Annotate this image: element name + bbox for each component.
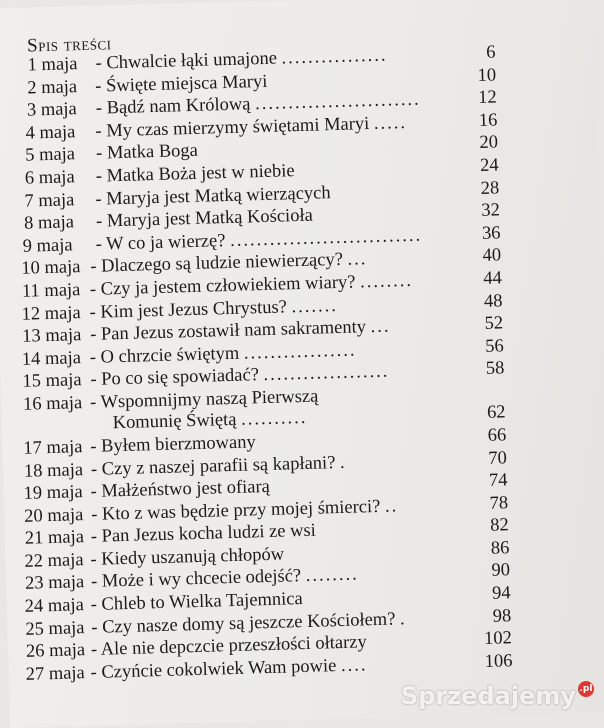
- toc-day: 24 maja: [24, 595, 85, 617]
- toc-title-text: - O chrzcie świętym: [89, 343, 240, 368]
- toc-day: 22 maja: [24, 550, 84, 572]
- toc-page-number: 78: [489, 492, 509, 514]
- toc-page-number: 86: [490, 538, 510, 559]
- watermark-logo: [401, 682, 594, 710]
- toc-leader: ........: [305, 564, 360, 587]
- toc-page-number: 52: [484, 313, 504, 335]
- toc-day: 13 maja: [21, 325, 82, 347]
- toc-page-number: 94: [491, 583, 511, 604]
- toc-title-text: - Czy z naszej parafii są kapłani?: [90, 452, 336, 480]
- toc-page-number: 10: [477, 65, 497, 86]
- toc-page-number: 12: [477, 87, 498, 109]
- toc-leader: ..: [384, 496, 399, 517]
- toc-leader: .....: [373, 112, 408, 134]
- toc-page-number: 40: [482, 245, 502, 267]
- toc-title-text: - Kiedy uszanują chłopów: [90, 544, 285, 570]
- toc-day: 14 maja: [21, 347, 82, 370]
- toc-page-number: 44: [483, 268, 503, 289]
- toc-day: 23 maja: [24, 572, 85, 595]
- watermark-badge: .pl: [578, 681, 594, 697]
- toc-title: [90, 432, 256, 458]
- toc-page-number: 58: [485, 358, 505, 380]
- toc-title-text: - Chwalcie łąki umajone: [95, 48, 278, 74]
- toc-title-text: - Kto z was będzie przy mojej śmierci?: [90, 496, 381, 525]
- toc-page-number: 74: [488, 470, 508, 491]
- watermark-text: Sprzedajemy: [400, 682, 576, 710]
- toc-page-number: 70: [488, 447, 508, 469]
- toc-title-text: - Kim jest Jezus Chrystus?: [89, 296, 288, 323]
- toc-day: 6 maja: [24, 167, 75, 189]
- toc-page-number: 36: [481, 223, 501, 244]
- toc-title: [96, 141, 198, 165]
- toc-leader: ....: [340, 655, 368, 676]
- toc-page-number: 16: [478, 110, 498, 131]
- toc-title-text: - My czas mierzymy świętami Maryi: [95, 113, 370, 142]
- toc-leader: .: [399, 608, 407, 630]
- toc-day: 8 maja: [23, 212, 75, 234]
- toc-day: 21 maja: [24, 527, 85, 550]
- toc-leader: ........: [359, 270, 414, 293]
- toc-title-text: - Małżeństwo jest ofiarą: [90, 477, 271, 503]
- toc-title-text: - Czyńcie cokolwiek Wam powie: [90, 656, 337, 683]
- toc-title-text: - Czy nasze domy są jeszcze Kościołem?: [91, 609, 396, 638]
- toc-title-text: - Pan Jezus kocha ludzi ze wsi: [90, 520, 317, 548]
- toc-page-number: 56: [484, 336, 504, 357]
- toc-day: 7 maja: [24, 189, 75, 212]
- toc-page-number: 90: [491, 560, 511, 582]
- toc-day: 19 maja: [23, 482, 83, 504]
- toc-page-number: 106: [484, 651, 513, 672]
- toc-title-text: - Matka Boża jest w niebie: [95, 161, 295, 187]
- toc-day: 15 maja: [22, 370, 82, 393]
- toc-title-text: - Dlaczego są ludzie niewierzący?: [90, 250, 344, 278]
- toc-day: 1 maja: [27, 54, 78, 76]
- toc-title-text: - Po co się spowiadać?: [90, 365, 260, 391]
- toc-title-text: - Ale nie depczcie przeszłości ołtarzy: [90, 632, 368, 661]
- toc-page-number: 82: [489, 515, 509, 537]
- toc-page-number: 102: [483, 628, 513, 650]
- toc-title-text: - Bądź nam Królową: [95, 94, 251, 119]
- toc-leader: ...: [347, 249, 368, 271]
- toc-title-text: - Czy ja jestem człowiekiem wiary?: [89, 272, 356, 300]
- toc-day: 16 maja: [22, 393, 83, 415]
- toc-leader: ...: [370, 316, 391, 338]
- toc-leader: .............................: [229, 225, 423, 251]
- toc-title-text: - Chleb to Wielka Tajemnica: [90, 589, 303, 616]
- toc-day: 10 maja: [21, 257, 81, 280]
- toc-title: [90, 477, 270, 503]
- toc-day: 4 maja: [25, 122, 76, 144]
- toc-leader: .................: [243, 340, 357, 364]
- toc-day: 27 maja: [25, 663, 86, 685]
- toc-title: [95, 71, 268, 97]
- toc-title-text: - Pan Jezus zostawił nam sakramenty: [89, 317, 367, 346]
- toc-page-number: 48: [483, 290, 503, 312]
- page-heading: Spis treści: [26, 33, 112, 57]
- toc-page-number: 32: [481, 200, 501, 222]
- toc-leader: .........................: [254, 89, 421, 115]
- toc-page-number: 6: [485, 42, 496, 63]
- toc-title-text: - Może i wy chcecie odejść?: [90, 566, 302, 593]
- toc-page-number: 66: [487, 425, 507, 446]
- toc-day: 26 maja: [25, 640, 86, 663]
- toc-page-number: 62: [486, 402, 506, 423]
- toc-title-text: - Święte miejsca Maryi: [94, 71, 268, 97]
- toc-leader: ................: [281, 45, 388, 69]
- toc-title-line2: [112, 408, 307, 434]
- toc-title-text: - Maryja jest Matką wierzących: [95, 182, 331, 210]
- toc-day: 17 maja: [23, 437, 83, 459]
- toc-page-number: 24: [479, 155, 499, 176]
- toc-title-text: - Matka Boga: [95, 141, 199, 165]
- toc-leader: ..........: [240, 407, 308, 430]
- toc-title-text: - W co ja wierzę?: [95, 230, 226, 255]
- toc-title: - Wspomnijmy naszą Pierwszą: [89, 386, 319, 413]
- table-of-contents: [0, 40, 604, 688]
- toc-day: 11 maja: [21, 280, 81, 302]
- toc-page-number: 28: [480, 177, 500, 199]
- toc-day: 20 maja: [23, 504, 84, 527]
- toc-day: 9 maja: [22, 235, 73, 257]
- toc-leader: .: [339, 452, 347, 473]
- toc-leader: .......: [291, 295, 339, 317]
- toc-title-text: - Byłem bierzmowany: [90, 432, 256, 457]
- toc-day: 18 maja: [23, 459, 84, 482]
- toc-page-number: 20: [479, 132, 499, 154]
- toc-title-line2-text: Komunię Świętą: [112, 409, 237, 434]
- toc-day: 5 maja: [24, 144, 76, 167]
- toc-day: 12 maja: [21, 302, 81, 325]
- toc-day: 25 maja: [25, 617, 85, 640]
- toc-day: 2 maja: [27, 76, 78, 99]
- toc-leader: ...................: [263, 361, 390, 386]
- toc-title-text: - Maryja jest Matką Kościoła: [95, 205, 314, 232]
- toc-day: 3 maja: [26, 99, 78, 121]
- toc-page-number: 98: [492, 605, 512, 627]
